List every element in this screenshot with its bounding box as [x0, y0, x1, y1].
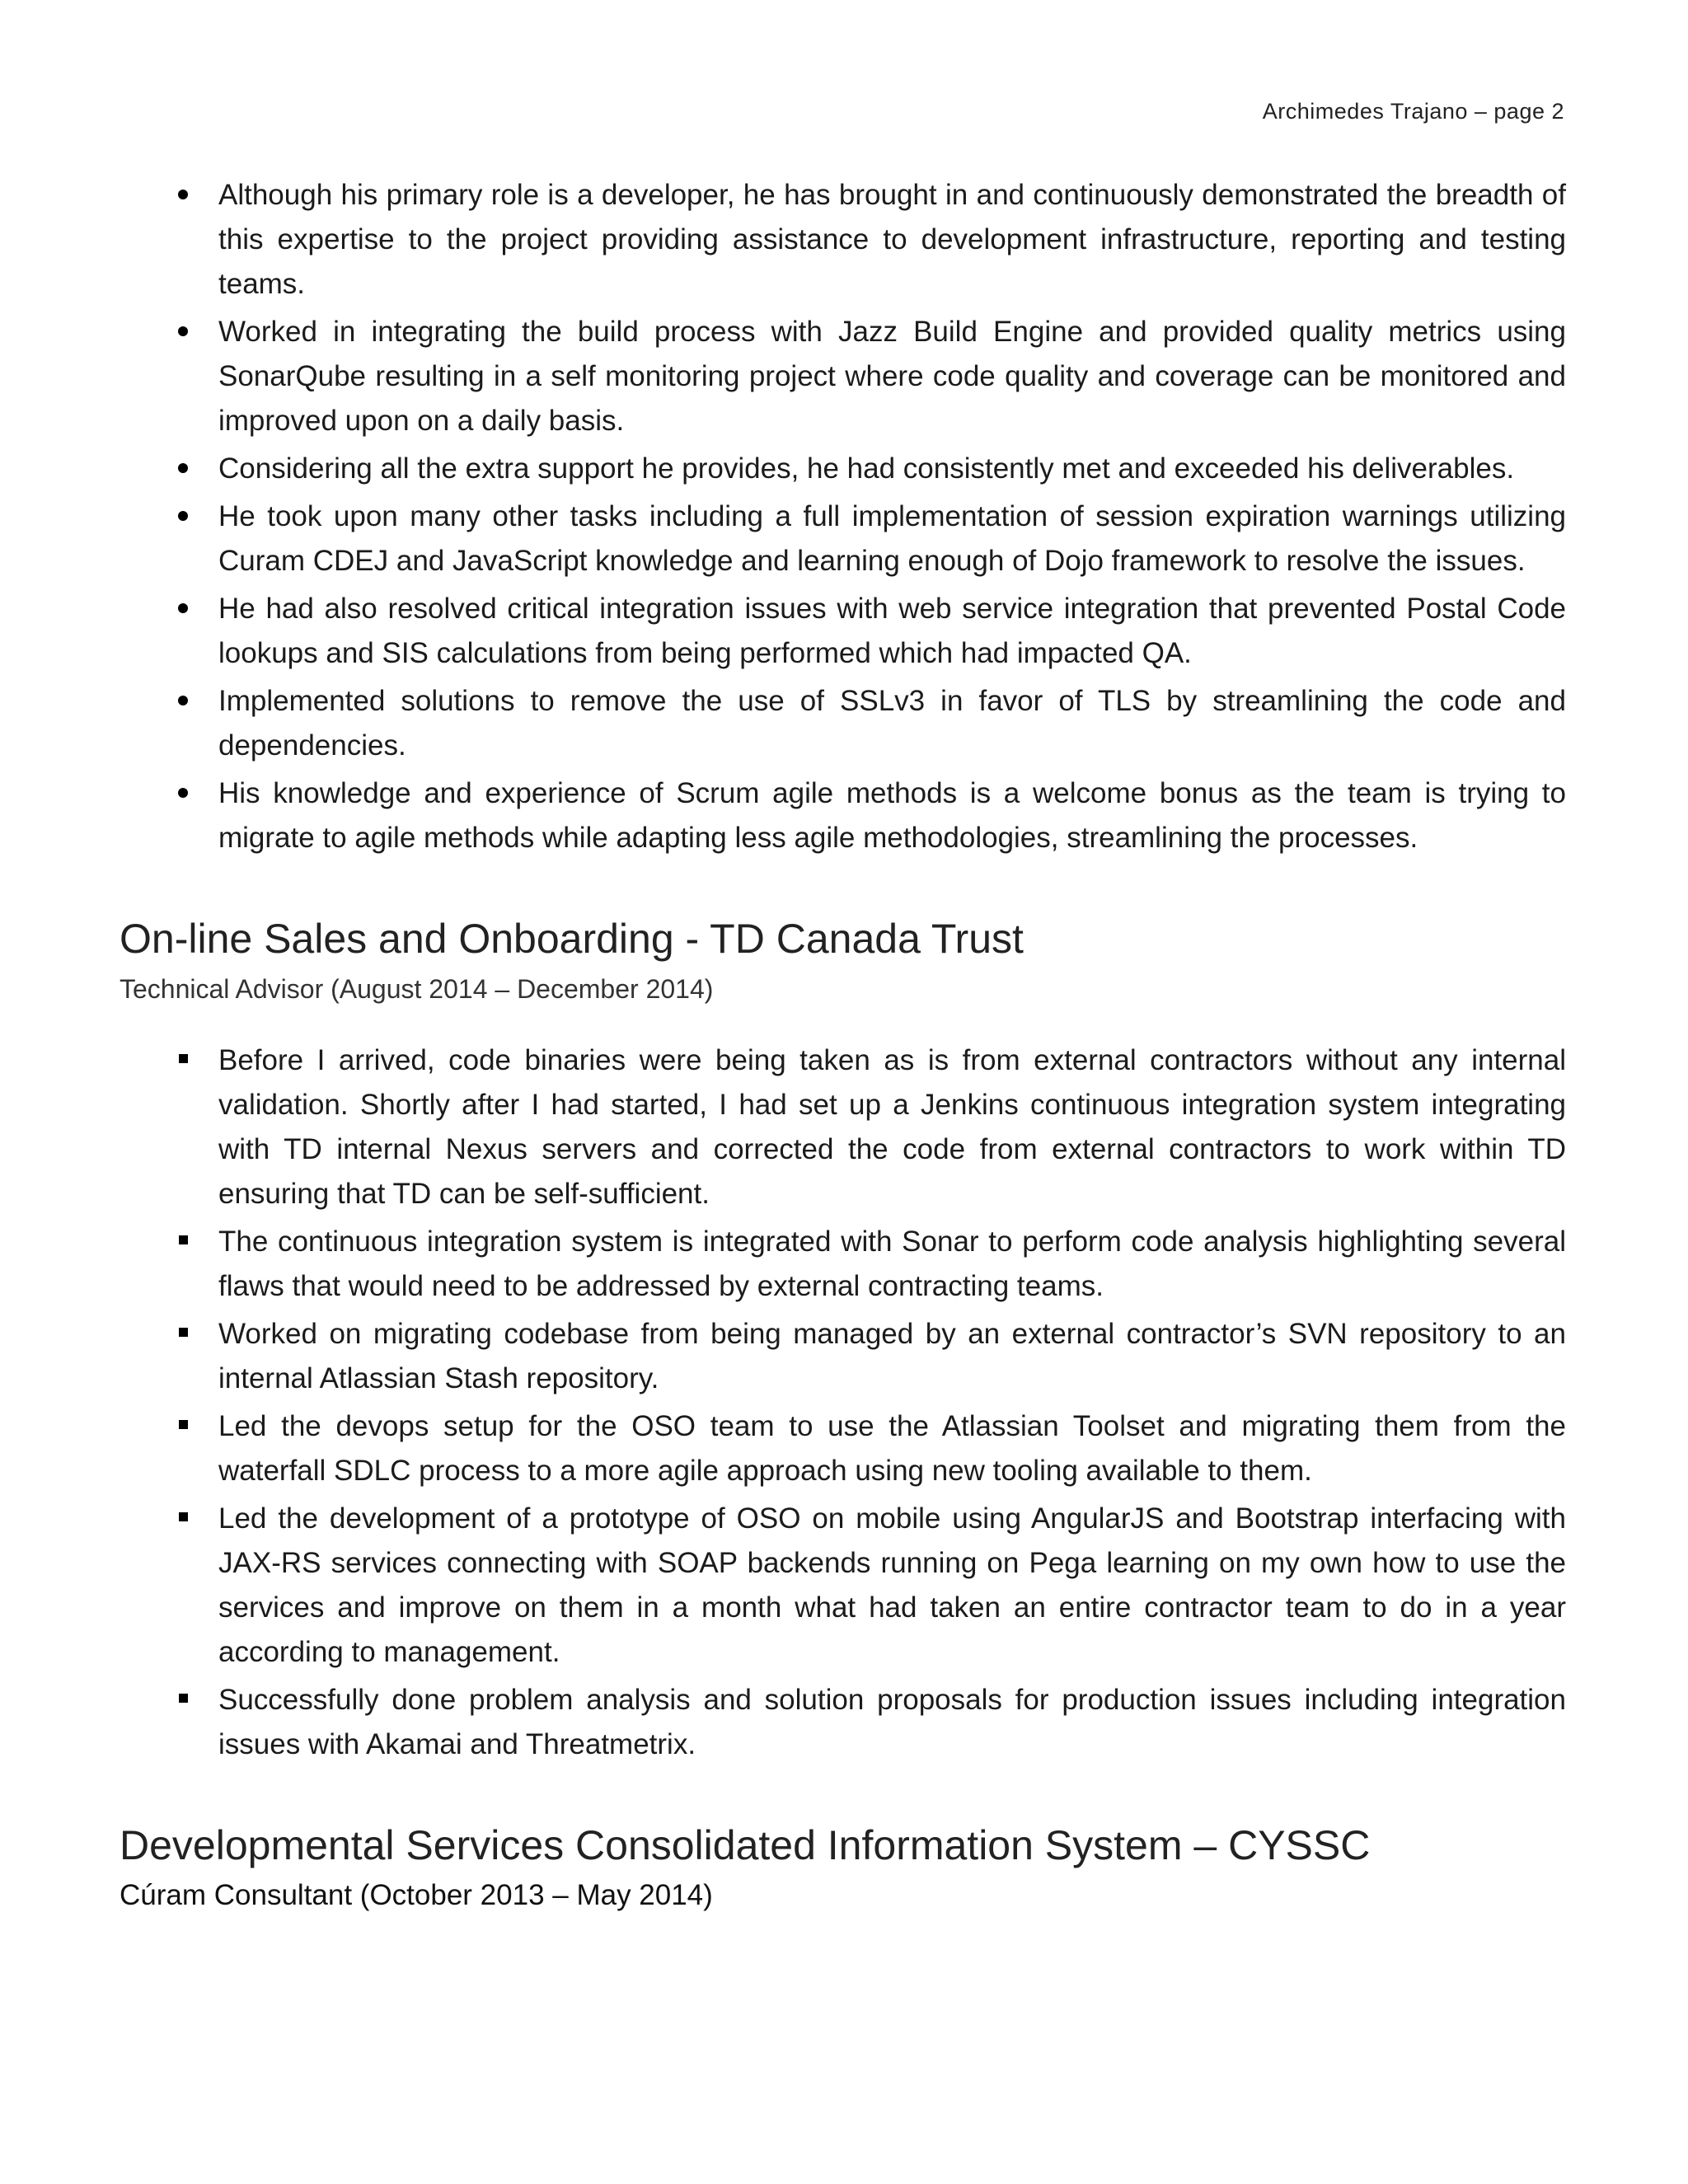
list-item: [120, 1038, 1566, 1216]
bullet-square-icon: [171, 1312, 195, 1357]
list-item: [120, 1220, 1566, 1309]
bullet-square-icon: [171, 1220, 195, 1264]
list-item-text: Considering all the extra support he provides, he had consistently met and exceeded his deliverables.: [218, 452, 1515, 485]
bullet-dot-icon: [171, 173, 195, 218]
list-item-text: The continuous integration system is integrated with Sonar to perform code analysis highlighting several flaws that would need to be addressed by external contracting teams.: [218, 1226, 1566, 1302]
cyssc-section-subtitle: Cúram Consultant (October 2013 – May 2014): [120, 1879, 713, 1911]
bullet-square-icon: [171, 1404, 195, 1449]
bullet-dot-icon: [171, 679, 195, 724]
bullet-dot-icon: [171, 494, 195, 539]
intro-bullet-list: [120, 173, 1566, 860]
td-section-subtitle: Technical Advisor (August 2014 – December 2014): [120, 974, 714, 1004]
list-item-text: Although his primary role is a developer, he has brought in and continuously demonstrated the breadth of this expertise to the project providing assistance to development infrastructure, reporting and testing teams.: [218, 179, 1566, 300]
list-item: [120, 587, 1566, 676]
list-item-text: Implemented solutions to remove the use of SSLv3 in favor of TLS by streamlining the code and dependencies.: [218, 685, 1566, 762]
td-section-title: On-line Sales and Onboarding - TD Canada Trust: [120, 916, 1024, 962]
list-item-text: His knowledge and experience of Scrum agile methods is a welcome bonus as the team is trying to migrate to agile methods while adapting less agile methodologies, streamlining the processes.: [218, 777, 1566, 854]
bullet-square-icon: [171, 1678, 195, 1722]
bullet-square-icon: [171, 1497, 195, 1541]
bullet-dot-icon: [171, 587, 195, 631]
list-item-text: Worked in integrating the build process with Jazz Build Engine and provided quality metrics using SonarQube resulting in a self monitoring project where code quality and coverage can be monitored and improved upon on a daily basis.: [218, 316, 1566, 437]
bullet-square-icon: [171, 1038, 195, 1083]
list-item: [120, 173, 1566, 307]
td-bullet-list: [120, 1038, 1566, 1767]
list-item-text: He had also resolved critical integration issues with web service integration that prevented Postal Code lookups and SIS calculations from being performed which had impacted QA.: [218, 593, 1566, 669]
list-item-text: Led the development of a prototype of OSO on mobile using AngularJS and Bootstrap interfacing with JAX-RS services connecting with SOAP backends running on Pega learning on my own how to use the services and improve on them in a month what had taken an entire contractor team to do in a year according to management.: [218, 1502, 1566, 1668]
list-item: [120, 447, 1566, 491]
list-item: [120, 494, 1566, 583]
bullet-dot-icon: [171, 447, 195, 491]
list-item: [120, 1312, 1566, 1401]
page-content: [120, 173, 1566, 1945]
cyssc-section-title: Developmental Services Consolidated Information System – CYSSC: [120, 1822, 1371, 1868]
list-item-text: Before I arrived, code binaries were being taken as is from external contractors without any internal validation. Shortly after I had started, I had set up a Jenkins continuous integration system integrating with TD internal Nexus servers and corrected the code from external contractors to work within TD ensuring that TD can be self-sufficient.: [218, 1044, 1566, 1210]
bullet-dot-icon: [171, 771, 195, 816]
list-item: [120, 310, 1566, 443]
list-item: [120, 771, 1566, 860]
list-item-text: Worked on migrating codebase from being managed by an external contractor’s SVN repository to an internal Atlassian Stash repository.: [218, 1318, 1566, 1394]
list-item: [120, 679, 1566, 768]
list-item-text: He took upon many other tasks including a full implementation of session expiration warnings utilizing Curam CDEJ and JavaScript knowledge and learning enough of Dojo framework to resolve the issues.: [218, 500, 1566, 577]
list-item: [120, 1404, 1566, 1493]
list-item: [120, 1497, 1566, 1675]
list-item-text: Successfully done problem analysis and solution proposals for production issues including integration issues with Akamai and Threatmetrix.: [218, 1684, 1566, 1760]
bullet-dot-icon: [171, 310, 195, 354]
list-item: [120, 1678, 1566, 1767]
list-item-text: Led the devops setup for the OSO team to use the Atlassian Toolset and migrating them from the waterfall SDLC process to a more agile approach using new tooling available to them.: [218, 1410, 1566, 1487]
page-header: Archimedes Trajano – page 2: [1262, 99, 1564, 124]
